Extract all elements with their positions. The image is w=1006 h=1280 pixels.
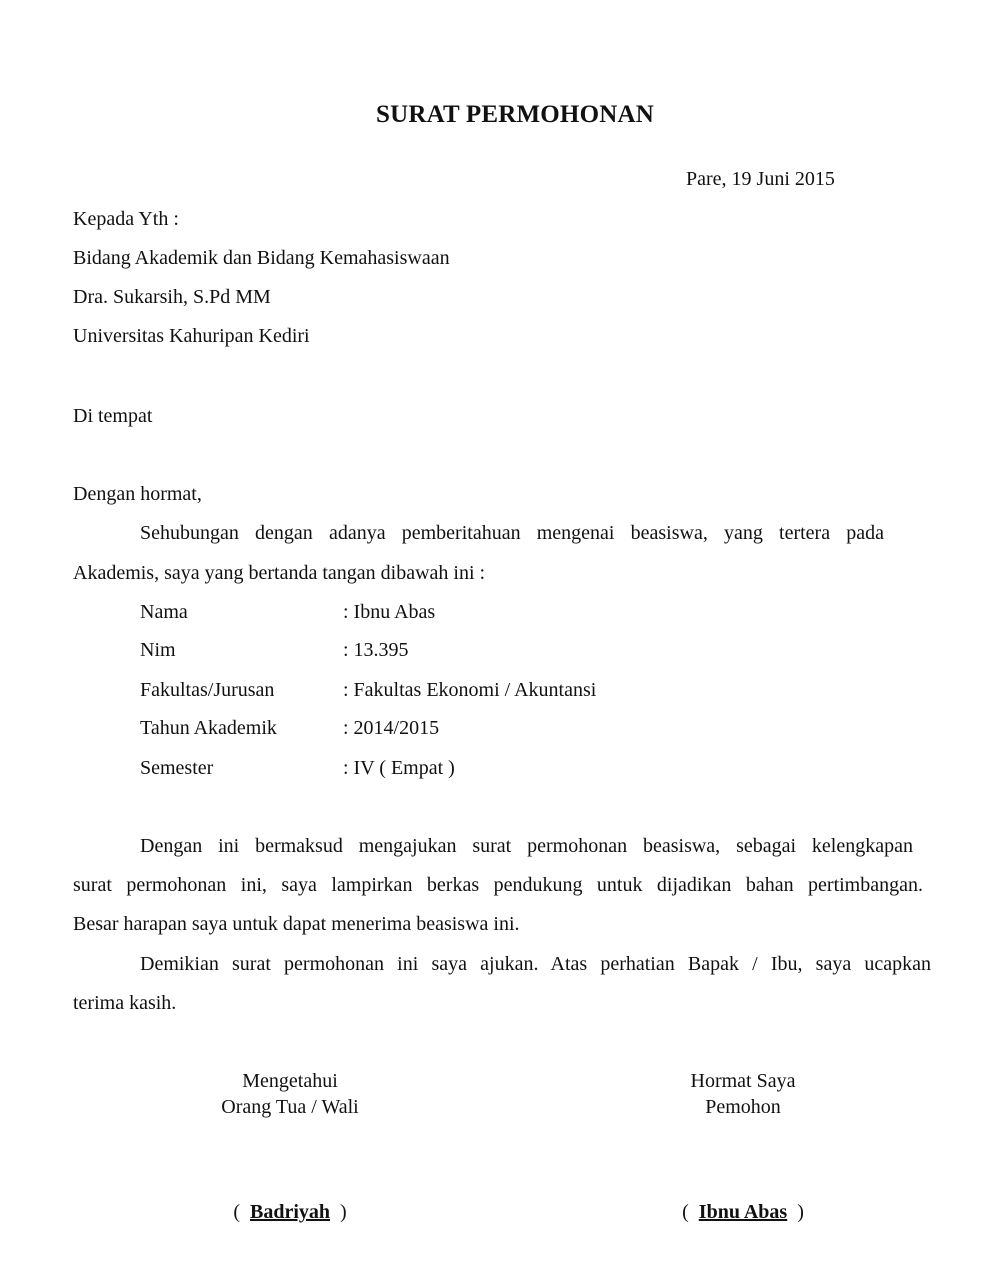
body2-line-2: terima kasih. — [73, 992, 177, 1014]
signature-left-open-paren: ( — [233, 1201, 240, 1223]
signature-right-name — [643, 1200, 843, 1224]
body1-line-3: Besar harapan saya untuk dapat menerima beasiswa ini. — [73, 913, 520, 935]
body1-line-1: Dengan ini bermaksud mengajukan surat permohonan beasiswa, sebagai kelengkapan — [140, 835, 913, 857]
recipient-line-3: Universitas Kahuripan Kediri — [73, 325, 310, 347]
signature-left-name-text: Badriyah — [249, 1201, 331, 1223]
field-label-fakultas: Fakultas/Jurusan — [140, 679, 275, 701]
field-label-tahun: Tahun Akademik — [140, 717, 277, 739]
signature-left-block — [190, 1068, 390, 1120]
field-value-nim: : 13.395 — [343, 639, 409, 661]
recipient-line-1: Bidang Akademik dan Bidang Kemahasiswaan — [73, 247, 450, 269]
place-date: Pare, 19 Juni 2015 — [686, 168, 835, 190]
body2-line-1: Demikian surat permohonan ini saya ajukan. Atas perhatian Bapak / Ibu, saya ucapkan — [140, 953, 931, 975]
signature-right-line-2: Pemohon — [705, 1096, 781, 1118]
field-label-nama: Nama — [140, 601, 188, 623]
recipient-salutation: Kepada Yth : — [73, 208, 179, 230]
body1-line-2: surat permohonan ini, saya lampirkan berkas pendukung untuk dijadikan bahan pertimbangan. — [73, 874, 923, 896]
field-value-semester: : IV ( Empat ) — [343, 757, 455, 779]
signature-right-block — [643, 1068, 843, 1120]
intro-line-2: Akademis, saya yang bertanda tangan dibawah ini : — [73, 562, 486, 584]
signature-left-line-2: Orang Tua / Wali — [221, 1096, 359, 1118]
field-label-semester: Semester — [140, 757, 214, 779]
signature-right-line-1: Hormat Saya — [690, 1070, 796, 1092]
signature-left-line-1: Mengetahui — [242, 1070, 338, 1092]
greeting: Dengan hormat, — [73, 483, 202, 505]
field-value-nama: : Ibnu Abas — [343, 601, 436, 623]
signature-left-close-paren: ) — [340, 1201, 347, 1223]
recipient-line-2: Dra. Sukarsih, S.Pd MM — [73, 286, 271, 308]
signature-right-close-paren: ) — [797, 1201, 804, 1223]
signature-left-name — [190, 1200, 390, 1224]
field-label-nim: Nim — [140, 639, 176, 661]
intro-line-1: Sehubungan dengan adanya pemberitahuan mengenai beasiswa, yang tertera pada — [140, 522, 884, 544]
signature-right-open-paren: ( — [682, 1201, 689, 1223]
field-value-tahun: : 2014/2015 — [343, 717, 440, 739]
field-value-fakultas: : Fakultas Ekonomi / Akuntansi — [343, 679, 597, 701]
di-tempat: Di tempat — [73, 405, 153, 427]
signature-right-name-text: Ibnu Abas — [698, 1201, 788, 1223]
letter-title: SURAT PERMOHONAN — [376, 101, 654, 128]
